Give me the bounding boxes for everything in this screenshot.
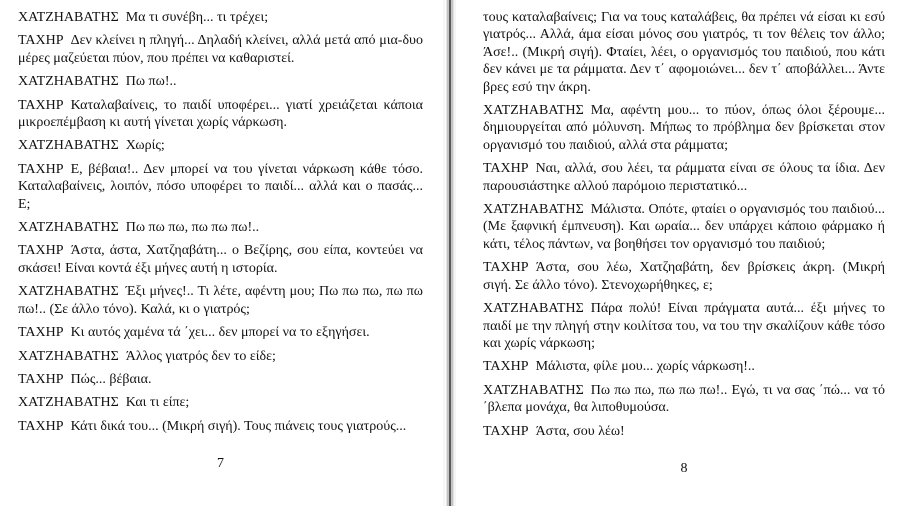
dialogue-text: Δεν κλείνει η πληγή... Δηλαδή κλείνει, αλλά μετά από μια-δυο μέρες μαζεύεται πύον, που πρέπει να καθαριστεί. [18, 33, 423, 66]
dialogue-paragraph [18, 348, 423, 365]
dialogue-paragraph [18, 242, 423, 277]
speaker-name: ΤΑΧΗΡ [483, 359, 529, 375]
dialogue-text: Κάτι δικά του... (Μικρή σιγή). Τους πιάνεις τους γιατρούς... [70, 418, 407, 434]
dialogue-paragraph [483, 259, 885, 294]
speaker-name: ΤΑΧΗΡ [18, 33, 64, 49]
dialogue-paragraph [18, 219, 423, 236]
speaker-name: ΤΑΧΗΡ [18, 161, 64, 177]
speaker-name: ΤΑΧΗΡ [18, 243, 64, 259]
dialogue-text: Πω πω πω, πω πω πω!.. [125, 220, 260, 236]
speaker-name: ΧΑΤΖΗΑΒΑΤΗΣ [18, 348, 119, 364]
dialogue-text: Ναι, αλλά, σου λέει, τα ράμματα είναι σε όλους τα ίδια. Δεν παρουσιάστηκε αλλού παρόμοιο περιστατικό... [483, 161, 885, 194]
speaker-name: ΧΑΤΖΗΑΒΑΤΗΣ [18, 10, 119, 25]
dialogue-paragraph [18, 73, 423, 90]
right-page-text [483, 9, 885, 446]
dialogue-paragraph [483, 201, 885, 253]
dialogue-text: τους καταλαβαίνεις; Για να τους καταλάβεις, θα πρέπει νά είσαι κι εσύ γιατρός... Αλλά, άμα είσαι μόνος σου γιατρός, τι τον θέλεις τον άλλο; Άσε!.. (Μικρή σιγή). Φταίει, λέει, ο οργανισμός του παιδιού, που κάτι δεν κάνει με τα ράμματα. Δεν τ΄ αφομοιώνει... δεν τ΄ αποβάλλει... Άντε βρες εσύ την άκρη. [483, 10, 885, 95]
left-page [0, 0, 443, 506]
dialogue-text: Χωρίς; [125, 138, 165, 154]
left-page-text [18, 9, 423, 441]
dialogue-text: Μάλιστα. Οπότε, φταίει ο οργανισμός του παιδιού... (Με ξαφνική έμπνευση). Και ωραία... δεν υπάρχει κάποιο φάρμακο ή κάτι, τέλος πάντων, να βοηθήσει τον οργανισμό του παιδιού; [483, 202, 885, 252]
speaker-name: ΤΑΧΗΡ [18, 325, 64, 341]
dialogue-paragraph [18, 371, 423, 388]
dialogue-paragraph [18, 324, 423, 341]
dialogue-text: Ε, βέβαια!.. Δεν μπορεί να του γίνεται νάρκωση κάθε τόσο. Καταλαβαίνεις, λοιπόν, πόσο υποφέρει το παιδί... αλλά και ο πασάς... Ε; [18, 161, 423, 212]
speaker-name: ΧΑΤΖΗΑΒΑΤΗΣ [18, 138, 119, 154]
speaker-name: ΧΑΤΖΗΑΒΑΤΗΣ [483, 202, 584, 218]
speaker-name: ΧΑΤΖΗΑΒΑΤΗΣ [483, 103, 584, 119]
right-page [463, 0, 901, 506]
dialogue-paragraph [18, 394, 423, 411]
speaker-name: ΤΑΧΗΡ [18, 371, 64, 387]
page-number-left: 7 [217, 456, 224, 472]
dialogue-text: Καταλαβαίνεις, το παιδί υποφέρει... γιατί χρειάζεται κάποια μικροεπέμβαση κι αυτή γίνεται χωρίς νάρκωση. [18, 97, 423, 131]
speaker-name: ΧΑΤΖΗΑΒΑΤΗΣ [18, 220, 119, 236]
dialogue-paragraph [18, 32, 423, 67]
speaker-name: ΤΑΧΗΡ [18, 418, 64, 434]
dialogue-text: Κι αυτός χαμένα τά ΄χει... δεν μπορεί να το εξηγήσει. [70, 325, 370, 341]
dialogue-paragraph [18, 137, 423, 154]
dialogue-text: Πω πω πω, πω πω πω!.. Εγώ, τι να σας ΄πώ... να τό ΄βλεπα μονάχα, θα λιποθυμούσα. [483, 382, 885, 416]
dialogue-paragraph [483, 160, 885, 195]
dialogue-paragraph [483, 9, 885, 96]
speaker-name: ΧΑΤΖΗΑΒΑΤΗΣ [18, 284, 119, 300]
dialogue-text: Μα, αφέντη μου... το πύον, όπως όλοι ξέρουμε... δημιουργείται από μόλυνση. Μήπως το πρόβλημα δεν βρίσκεται στον οργανισμό του παιδιού, αλλά στα ράμματα; [483, 103, 885, 153]
dialogue-paragraph [483, 358, 885, 375]
dialogue-paragraph [483, 102, 885, 154]
speaker-name: ΧΑΤΖΗΑΒΑΤΗΣ [483, 382, 584, 398]
speaker-name: ΤΑΧΗΡ [483, 423, 529, 439]
speaker-name: ΧΑΤΖΗΑΒΑΤΗΣ [483, 301, 584, 317]
dialogue-text: Και τι είπε; [125, 395, 190, 411]
dialogue-paragraph [18, 283, 423, 318]
speaker-name: ΧΑΤΖΗΑΒΑΤΗΣ [18, 395, 119, 411]
dialogue-text: Άστα, άστα, Χατζηαβάτη... ο Βεζίρης, σου είπα, κοντεύει να σκάσει! Είναι κοντά έξι μήνες αυτή η ιστορία. [18, 243, 423, 276]
dialogue-text: Μάλιστα, φίλε μου... χωρίς νάρκωση!.. [535, 359, 755, 375]
dialogue-paragraph [483, 300, 885, 352]
dialogue-paragraph [18, 161, 423, 213]
dialogue-text: Μα τι συνέβη... τι τρέχει; [125, 10, 269, 25]
dialogue-paragraph [483, 423, 885, 440]
page-number-right: 8 [680, 460, 688, 476]
dialogue-text: Άστα, σου λέω, Χατζηαβάτη, δεν βρίσκεις άκρη. (Μικρή σιγή. Σε άλλο τόνο). Στενοχωρήθηκες, ε; [483, 260, 885, 293]
dialogue-paragraph [18, 418, 423, 435]
dialogue-text: Πώς... βέβαια. [70, 371, 152, 387]
dialogue-text: Άλλος γιατρός δεν το είδε; [125, 348, 276, 364]
dialogue-paragraph [483, 382, 885, 417]
dialogue-text: Έξι μήνες!.. Τι λέτε, αφέντη μου; Πω πω πω, πω πω πω!.. (Σε άλλο τόνο). Καλά, κι ο γιατρός; [18, 284, 423, 317]
dialogue-paragraph [18, 9, 423, 26]
speaker-name: ΤΑΧΗΡ [483, 260, 529, 276]
page-gutter [443, 0, 463, 506]
dialogue-paragraph [18, 97, 423, 132]
dialogue-text: Πω πω!.. [125, 74, 177, 90]
speaker-name: ΤΑΧΗΡ [18, 97, 64, 113]
dialogue-text: Πάρα πολύ! Είναι πράγματα αυτά... έξι μήνες το παιδί με την πληγή στην κοιλίτσα του, να του την σκαλίζουν κάθε τόσο και χωρίς νάρκωση; [483, 301, 885, 351]
speaker-name: ΧΑΤΖΗΑΒΑΤΗΣ [18, 74, 119, 90]
speaker-name: ΤΑΧΗΡ [483, 161, 529, 177]
dialogue-text: Άστα, σου λέω! [535, 423, 625, 439]
